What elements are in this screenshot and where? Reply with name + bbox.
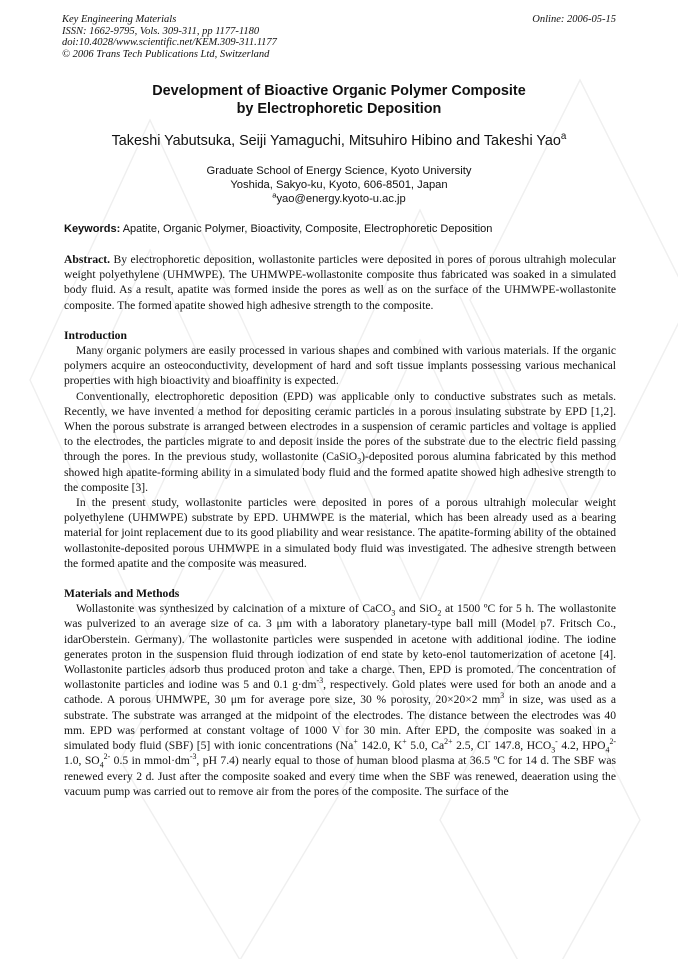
author-names: Takeshi Yabutsuka, Seiji Yamaguchi, Mitsuhiro Hibino and Takeshi Yao xyxy=(111,133,561,149)
author-list xyxy=(0,132,678,150)
email-mark: a xyxy=(272,190,277,200)
subscript: 2 xyxy=(437,608,442,618)
keywords-text: Apatite, Organic Polymer, Bioactivity, Composite, Electrophoretic Deposition xyxy=(120,223,493,235)
methods-paragraph-1 xyxy=(64,601,616,799)
text-run: 142.0, K xyxy=(357,739,403,753)
introduction-paragraph-1: Many organic polymers are easily processed in various shapes and combined with various materials. If the organic polymers acquire an osteoconductivity, development of hard and soft tissue implants possessing various mechanical properties with high bioactivity and bioaffinity is expected. xyxy=(64,344,616,388)
doi-line: doi:10.4028/www.scientific.net/KEM.309-311.1177 xyxy=(62,37,277,48)
journal-name: Key Engineering Materials xyxy=(62,14,177,25)
text-run: 1.0, SO xyxy=(64,754,100,768)
subscript: 4 xyxy=(605,745,610,755)
superscript: 2- xyxy=(103,752,111,762)
superscript: -3 xyxy=(316,676,324,686)
online-date: Online: 2006-05-15 xyxy=(532,14,616,25)
text-run: 4.2, HPO xyxy=(557,739,606,753)
text-run: )-deposited porous alumina fabricated by this method showed high apatite-forming ability in a simulated body fluid and the formed apatite showed high adhesive strength to the composite [3]. xyxy=(64,450,616,494)
affiliation xyxy=(0,164,678,206)
keywords-label: Keywords: xyxy=(64,223,121,235)
text-run: 147.8, HCO xyxy=(490,739,552,753)
keywords xyxy=(64,222,616,236)
superscript: + xyxy=(402,737,407,747)
subscript: 3 xyxy=(391,608,396,618)
introduction-paragraph-3: In the present study, wollastonite particles were deposited in pores of a porous ultrahigh molecular weight polyethylene (UHMWPE) substrate by EPD. UHMWPE is the material, which has been already used as a bearing material for joint replacement due to its good pliability and wear resistance. The apatite-forming ability of the obtained wollastonite-deposited porous UHMWPE in a simulated body fluid was investigated. The adhesive strength between the formed apatite and the composite was measured. xyxy=(64,496,616,570)
text-run: at 1500 ºC for 5 h. The wollastonite was pulverized to an average size of ca. 3 μm with a laboratory planetary-type ball mill (Model p7. Fritsch Co., idarOberstein. Germany). The wollastonite particles were suspended in acetone with additional iodine. The iodine generates proton in the suspension fluid through iodization of end state by keto-enol tautomerization of acetone [4]. Wollastonite particles adsorb thus produced proton and take a charge. Then, EPD is promoted. The concentration of wollastonite particles and iodine was 5 and 0.1 g·dm xyxy=(64,602,616,692)
text-run: , pH 7.4) nearly equal to those of human blood plasma at 36.5 ºC for 14 d. The SBF was renewed every 2 d. Just after the composite soaked and every time when the SBF was renewed, deaeration using the vacuum pump was carried out to remove air from the pores of the composite. The surface of the xyxy=(64,754,616,798)
superscript: 2+ xyxy=(444,737,453,747)
paper-title xyxy=(0,82,678,118)
affiliation-email xyxy=(0,192,678,206)
issn-line: ISSN: 1662-9795, Vols. 309-311, pp 1177-1180 xyxy=(62,25,260,37)
text-run: in size, was used as a substrate. The substrate was arranged at the midpoint of the electrodes. The distance between the electrodes was 40 mm. EPD was performed at constant voltage of 1000 V for 30 min. After EPD, the composite was soaked in a simulated body fluid (SBF) [5] with ionic concentrations (Na xyxy=(64,693,616,753)
text-run: 5.0, Ca xyxy=(406,739,445,753)
affiliation-line-1: Graduate School of Energy Science, Kyoto University xyxy=(206,165,472,177)
abstract-text: By electrophoretic deposition, wollastonite particles were deposited in pores of porous ultrahigh molecular weight polyethylene (UHMWPE). The UHMWPE-wollastonite composite thus fabricated was soaked in a simulated body fluid. As a result, apatite was formed inside the pores as well as on the surface of the UHMWPE-wollastonite composite. The formed apatite showed high adhesive strength to the composite. xyxy=(64,253,616,312)
title-line-1: Development of Bioactive Organic Polymer Composite xyxy=(152,83,526,99)
copyright-line: © 2006 Trans Tech Publications Ltd, Switzerland xyxy=(62,48,270,60)
journal-meta xyxy=(62,14,616,60)
introduction-heading: Introduction xyxy=(64,328,127,342)
subscript: 4 xyxy=(99,760,104,770)
subscript: 3 xyxy=(357,456,362,466)
superscript: - xyxy=(488,737,491,747)
abstract-label: Abstract. xyxy=(64,253,111,266)
subscript: 3 xyxy=(551,745,556,755)
text-run: 0.5 in mmol·dm xyxy=(110,754,190,768)
paper-body xyxy=(64,252,616,799)
title-line-2: by Electrophoretic Deposition xyxy=(236,101,442,117)
introduction-paragraph-2 xyxy=(64,389,616,495)
superscript: + xyxy=(353,737,358,747)
email-address: yao@energy.kyoto-u.ac.jp xyxy=(276,193,406,205)
text-run: , respectively. Gold plates were used for both an anode and a cathode. A porous UHMWPE, 30 μm for average pore size, 30 % porosity, 20×20×2 mm xyxy=(64,678,616,707)
text-run: 2.5, Cl xyxy=(452,739,488,753)
superscript: -3 xyxy=(189,752,197,762)
text-run: Conventionally, electrophoretic deposition (EPD) was applicable only to conductive substrates such as metals. Recently, we have invented a method for depositing ceramic particles in a porous insulating substrate by EPD [1,2]. When the porous substrate is arranged between electrodes in a suspension of ceramic particles and voltage is applied to the electrodes, the particles migrate to and deposit inside the pores of the substrate due to the electric field passing through the pores. In the previous study, wollastonite (CaSiO xyxy=(64,389,616,464)
methods-heading: Materials and Methods xyxy=(64,587,180,601)
affiliation-line-2: Yoshida, Sakyo-ku, Kyoto, 606-8501, Japan xyxy=(230,179,448,191)
superscript: 2- xyxy=(609,737,616,747)
superscript: 3 xyxy=(500,691,505,701)
author-mark: a xyxy=(560,131,567,143)
superscript: - xyxy=(555,737,558,747)
text-run: and SiO xyxy=(395,602,438,616)
text-run: Wollastonite was synthesized by calcination of a mixture of CaCO xyxy=(76,602,392,616)
abstract xyxy=(64,252,616,313)
